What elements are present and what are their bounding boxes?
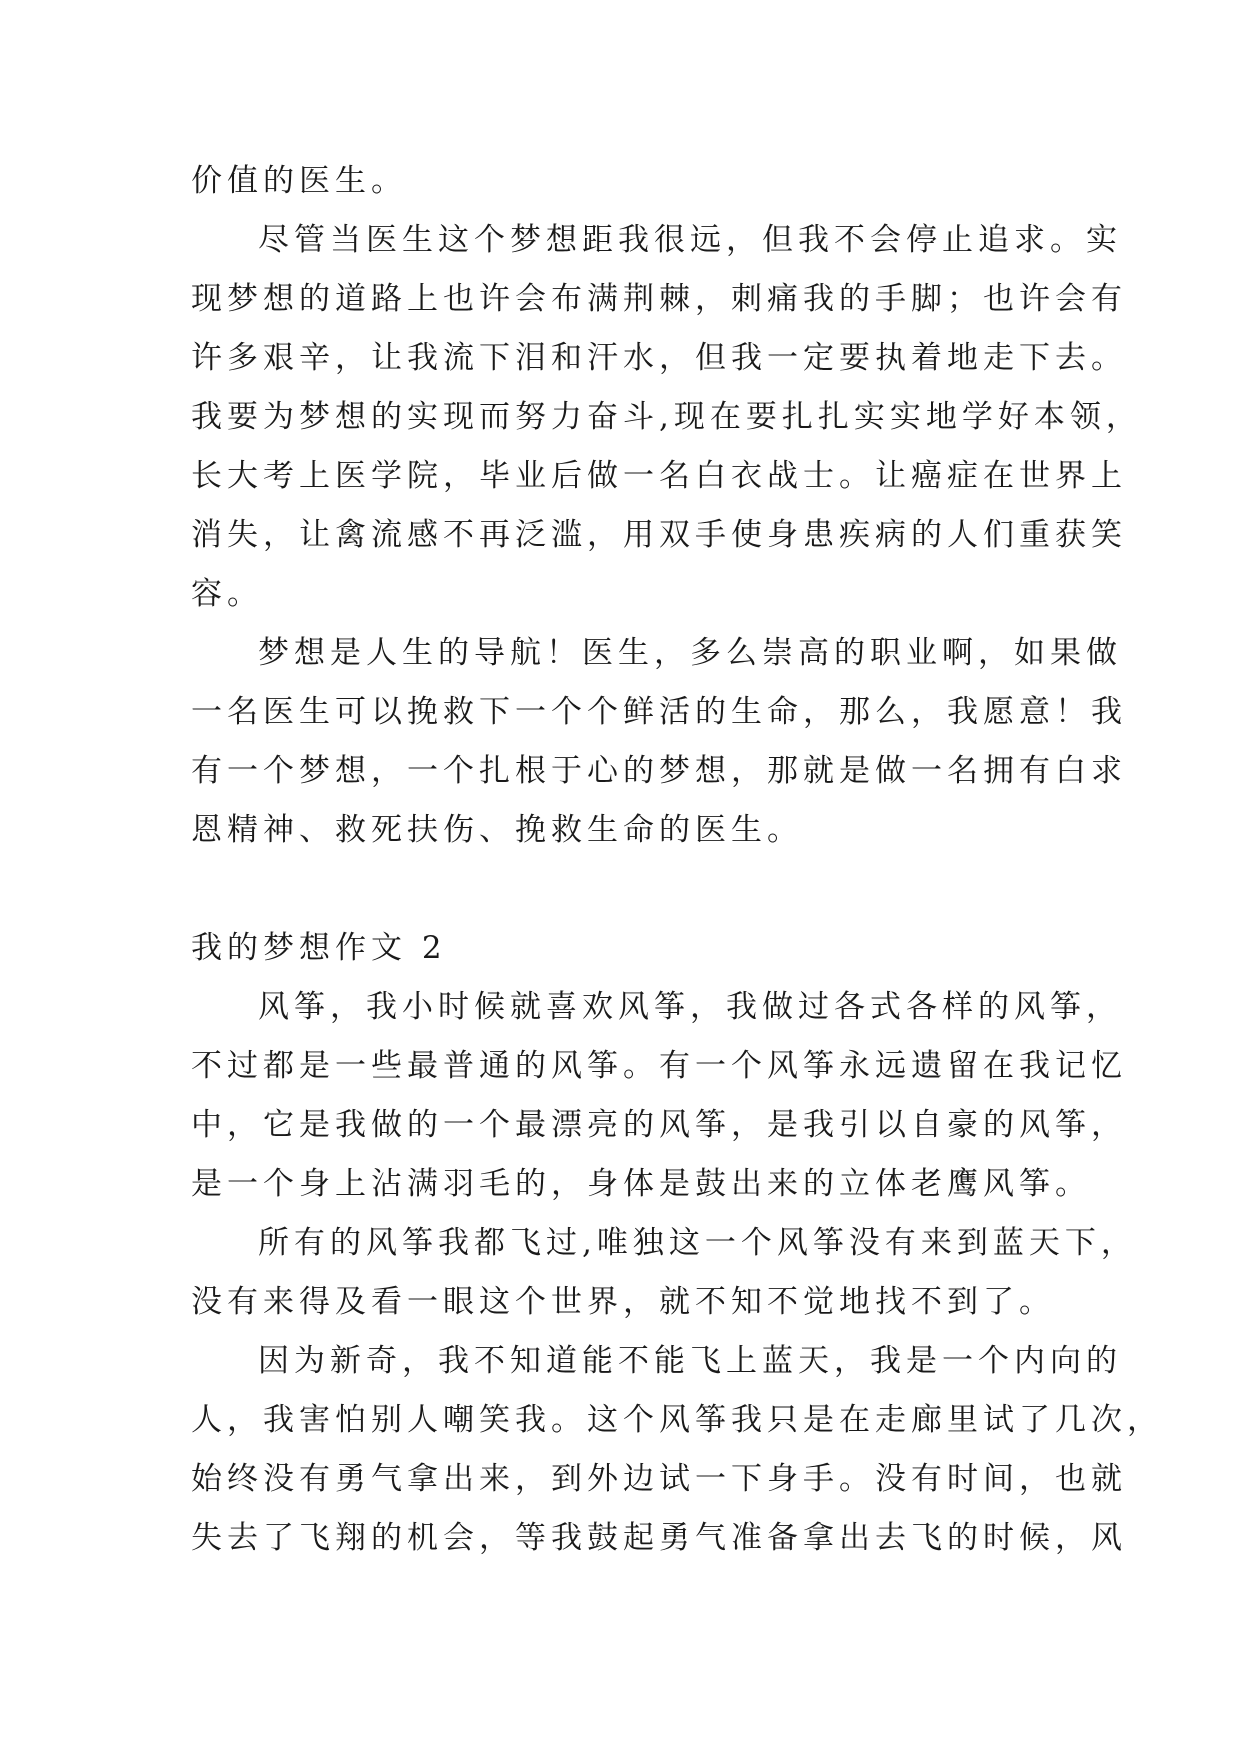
paragraph-pursuit: [191, 211, 1142, 624]
paragraph-kite-courage: [191, 1332, 1163, 1568]
text-line: 不过都是一些最普通的风筝。有一个风筝永远遗留在我记忆: [191, 1048, 1127, 1084]
text-line: 因为新奇，我不知道能不能飞上蓝天，我是一个内向的: [258, 1343, 1122, 1379]
section-gap: [191, 860, 1071, 919]
text-line: 尽管当医生这个梦想距我很远，但我不会停止追求。实: [258, 222, 1122, 258]
text-line: 现梦想的道路上也许会布满荆棘，刺痛我的手脚；也许会有: [191, 281, 1127, 317]
paragraph-kite-lost: [191, 1214, 1137, 1332]
text-line: 价值的医生。: [191, 163, 407, 199]
document-body: [191, 152, 1163, 1568]
text-line: 恩精神、救死扶伤、挽救生命的医生。: [191, 812, 803, 848]
text-line: 有一个梦想，一个扎根于心的梦想，那就是做一名拥有白求: [191, 753, 1127, 789]
paragraph-kite-intro: [191, 978, 1127, 1214]
text-line: 所有的风筝我都飞过,唯独这一个风筝没有来到蓝天下，: [258, 1225, 1137, 1261]
paragraph-navigation: [191, 624, 1127, 860]
text-line: 一名医生可以挽救下一个个鲜活的生命，那么，我愿意！我: [191, 694, 1127, 730]
text-line: 失去了飞翔的机会，等我鼓起勇气准备拿出去飞的时候，风: [191, 1520, 1127, 1556]
text-line: 我要为梦想的实现而努力奋斗,现在要扎扎实实地学好本领，: [191, 399, 1142, 435]
text-line: 始终没有勇气拿出来，到外边试一下身手。没有时间，也就: [191, 1461, 1127, 1497]
text-line: 没有来得及看一眼这个世界，就不知不觉地找不到了。: [191, 1284, 1055, 1320]
text-line: 容。: [191, 576, 263, 612]
text-line: 长大考上医学院，毕业后做一名白衣战士。让癌症在世界上: [191, 458, 1127, 494]
section-heading: 我的梦想作文 2: [191, 930, 447, 966]
text-line: 中，它是我做的一个最漂亮的风筝，是我引以自豪的风筝，: [191, 1107, 1127, 1143]
text-line: 梦想是人生的导航！医生，多么崇高的职业啊，如果做: [258, 635, 1122, 671]
text-line: 消失，让禽流感不再泛滥，用双手使身患疾病的人们重获笑: [191, 517, 1127, 553]
text-line: 许多艰辛，让我流下泪和汗水，但我一定要执着地走下去。: [191, 340, 1127, 376]
text-line: 人，我害怕别人嘲笑我。这个风筝我只是在走廊里试了几次，: [191, 1402, 1163, 1438]
text-line: 是一个身上沾满羽毛的，身体是鼓出来的立体老鹰风筝。: [191, 1166, 1091, 1202]
text-line: 风筝，我小时候就喜欢风筝，我做过各式各样的风筝，: [258, 989, 1122, 1025]
